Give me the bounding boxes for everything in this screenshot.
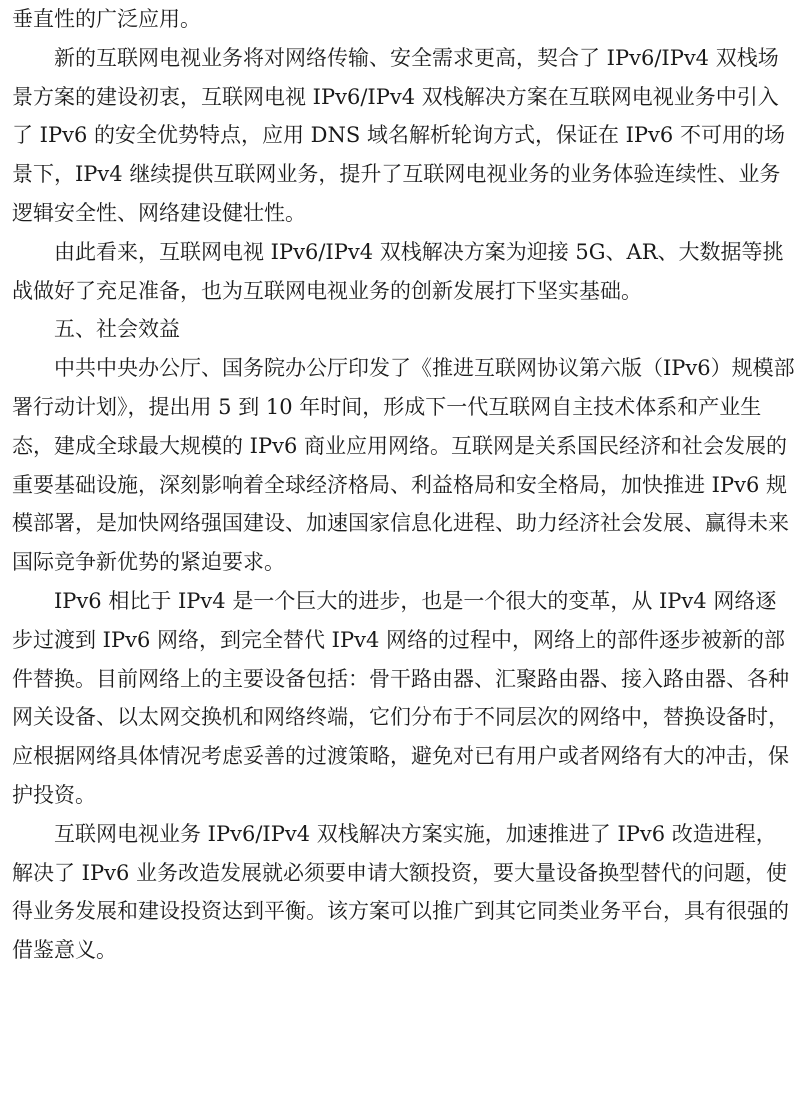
paragraph-continuation: 垂直性的广泛应用。 (12, 7, 201, 31)
paragraph-implementation-value: 互联网电视业务 IPv6/IPv4 双栈解决方案实施，加速推进了 IPv6 改造进程，解决了 IPv6 业务改造发展就必须要申请大额投资，要大量设备换型替代的问题，使得业务发展和建设投资达到平衡。该方案可以推广到其它同类业务平台，具有很强的借鉴意义。 (12, 821, 789, 963)
document-body (12, 0, 796, 970)
paragraph-ipv6-deployment-plan: 中共中央办公厅、国务院办公厅印发了《推进互联网协议第六版（IPv6）规模部署行动计划》，提出用 5 到 10 年时间，形成下一代互联网自主技术体系和产业生态，建成全球最大规模的 IPv6 商业应用网络。互联网是关系国民经济和社会发展的重要基础设施，深刻影响着全球经济格局、利益格局和安全格局，加快推进 IPv6 规模部署，是加快网络强国建设、加速国家信息化进程、助力经济社会发展、赢得未来国际竞争新优势的紧迫要求。 (12, 356, 795, 575)
paragraph-dual-stack-security: 新的互联网电视业务将对网络传输、安全需求更高，契合了 IPv6/IPv4 双栈场景方案的建设初衷，互联网电视 IPv6/IPv4 双栈解决方案在互联网电视业务中引入了 IPv6 的安全优势特点，应用 DNS 域名解析轮询方式，保证在 IPv6 不可用的场景下，IPv4 继续提供互联网业务，提升了互联网电视业务的业务体验连续性、业务逻辑安全性、网络建设健壮性。 (12, 45, 785, 225)
paragraph-5g-readiness: 由此看来，互联网电视 IPv6/IPv4 双栈解决方案为迎接 5G、AR、大数据等挑战做好了充足准备，也为互联网电视业务的创新发展打下坚实基础。 (12, 239, 784, 303)
paragraph-ipv6-transition: IPv6 相比于 IPv4 是一个巨大的进步，也是一个很大的变革，从 IPv4 网络逐步过渡到 IPv6 网络，到完全替代 IPv4 网络的过程中，网络上的部件逐步被新的部件替换。目前网络上的主要设备包括：骨干路由器、汇聚路由器、接入路由器、各种网关设备、以太网交换机和网络终端，它们分布于不同层次的网络中，替换设备时，应根据网络具体情况考虑妥善的过渡策略，避免对已有用户或者网络有大的冲击，保护投资。 (12, 588, 789, 807)
section-heading-social-benefits: 五、社会效益 (54, 317, 180, 342)
